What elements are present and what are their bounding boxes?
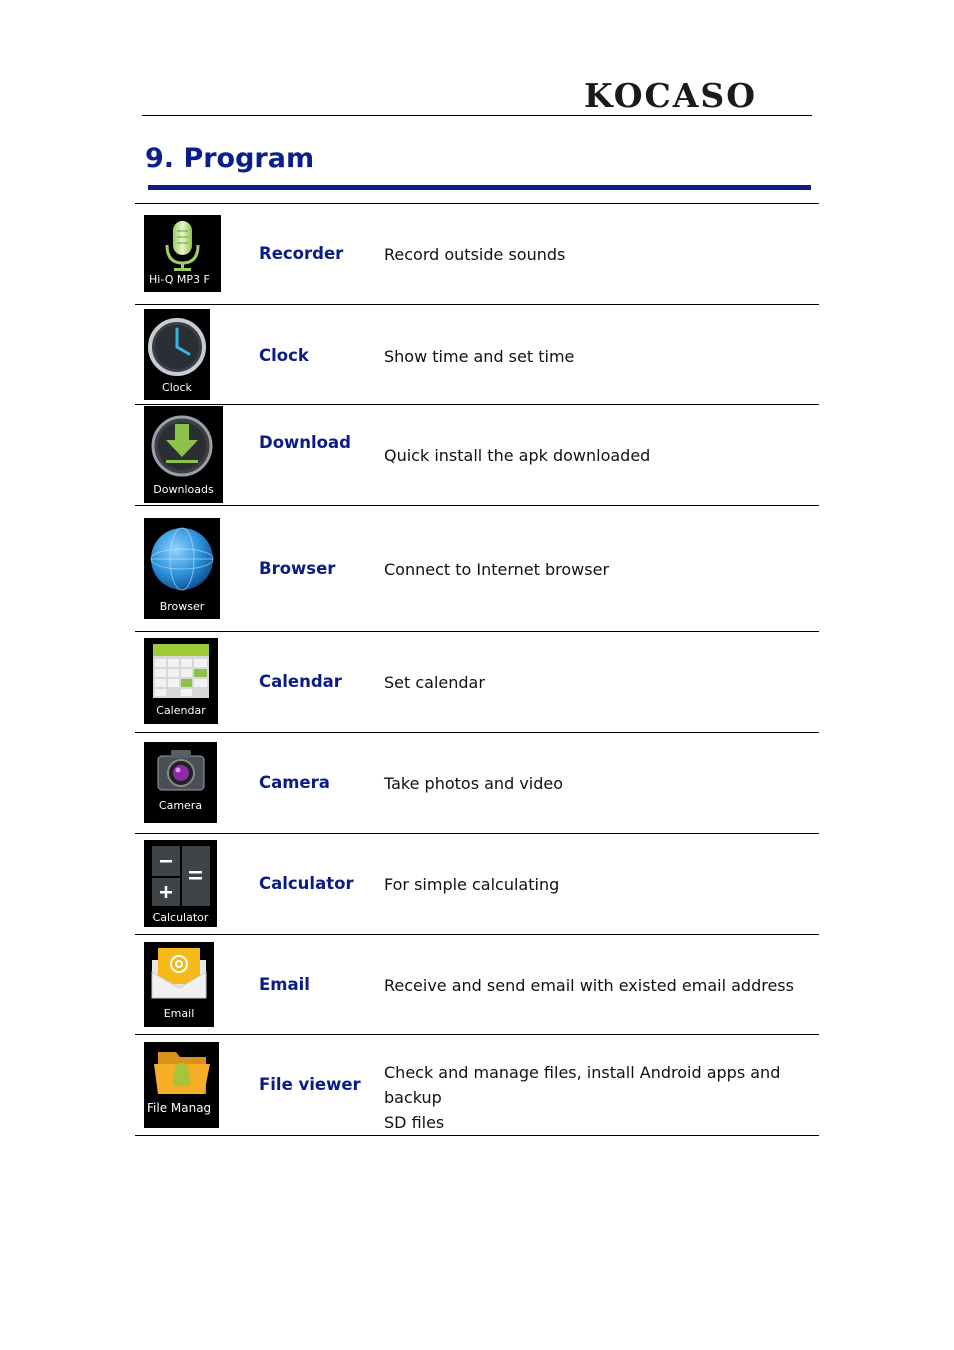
app-description: Check and manage files, install Android apps and backup SD files [384, 1063, 781, 1132]
icon-caption: Clock [162, 381, 192, 394]
app-description: Record outside sounds [384, 245, 566, 264]
table-row [135, 506, 819, 632]
app-name: File viewer [259, 1075, 361, 1094]
app-name: Calendar [259, 672, 342, 691]
camera-icon [144, 742, 217, 823]
table-row [135, 632, 819, 733]
table-row [135, 733, 819, 834]
table-row [135, 305, 819, 405]
app-name: Recorder [259, 244, 344, 263]
program-table [135, 203, 819, 1136]
table-row [135, 1035, 819, 1136]
title-underline [148, 185, 811, 190]
calculator-icon [144, 840, 217, 927]
app-description: Quick install the apk downloaded [384, 446, 651, 465]
app-name: Download [259, 433, 351, 452]
icon-caption: Browser [159, 600, 205, 613]
table-row [135, 834, 819, 935]
app-description: Set calendar [384, 673, 485, 692]
header-divider [142, 115, 812, 116]
app-name: Browser [259, 559, 336, 578]
app-description: For simple calculating [384, 875, 560, 894]
icon-caption: File Manag [147, 1102, 212, 1115]
download-icon [144, 406, 223, 503]
globe-icon [144, 518, 220, 619]
clock-icon [144, 309, 210, 400]
app-description: Take photos and video [384, 774, 564, 793]
app-name: Calculator [259, 874, 354, 893]
icon-caption: Downloads [153, 483, 214, 496]
microphone-icon [144, 215, 221, 292]
app-name: Clock [259, 346, 309, 365]
table-row [135, 405, 819, 506]
table-row [135, 935, 819, 1035]
icon-caption: Camera [158, 799, 203, 812]
app-description: Receive and send email with existed email address [384, 976, 794, 995]
app-name: Email [259, 975, 310, 994]
folder-icon [144, 1042, 219, 1128]
icon-caption: Email [163, 1007, 195, 1020]
app-description: Connect to Internet browser [384, 560, 610, 579]
app-name: Camera [259, 773, 330, 792]
icon-caption: Calendar [156, 704, 206, 717]
calendar-icon [144, 638, 218, 724]
icon-caption: Calculator [152, 911, 209, 924]
envelope-icon [144, 942, 214, 1027]
table-row [135, 204, 819, 305]
app-description: Show time and set time [384, 347, 575, 366]
section-title: 9. Program [145, 143, 315, 174]
icon-caption: Hi-Q MP3 F [149, 273, 210, 286]
brand-logo: KOCASO [584, 76, 757, 115]
